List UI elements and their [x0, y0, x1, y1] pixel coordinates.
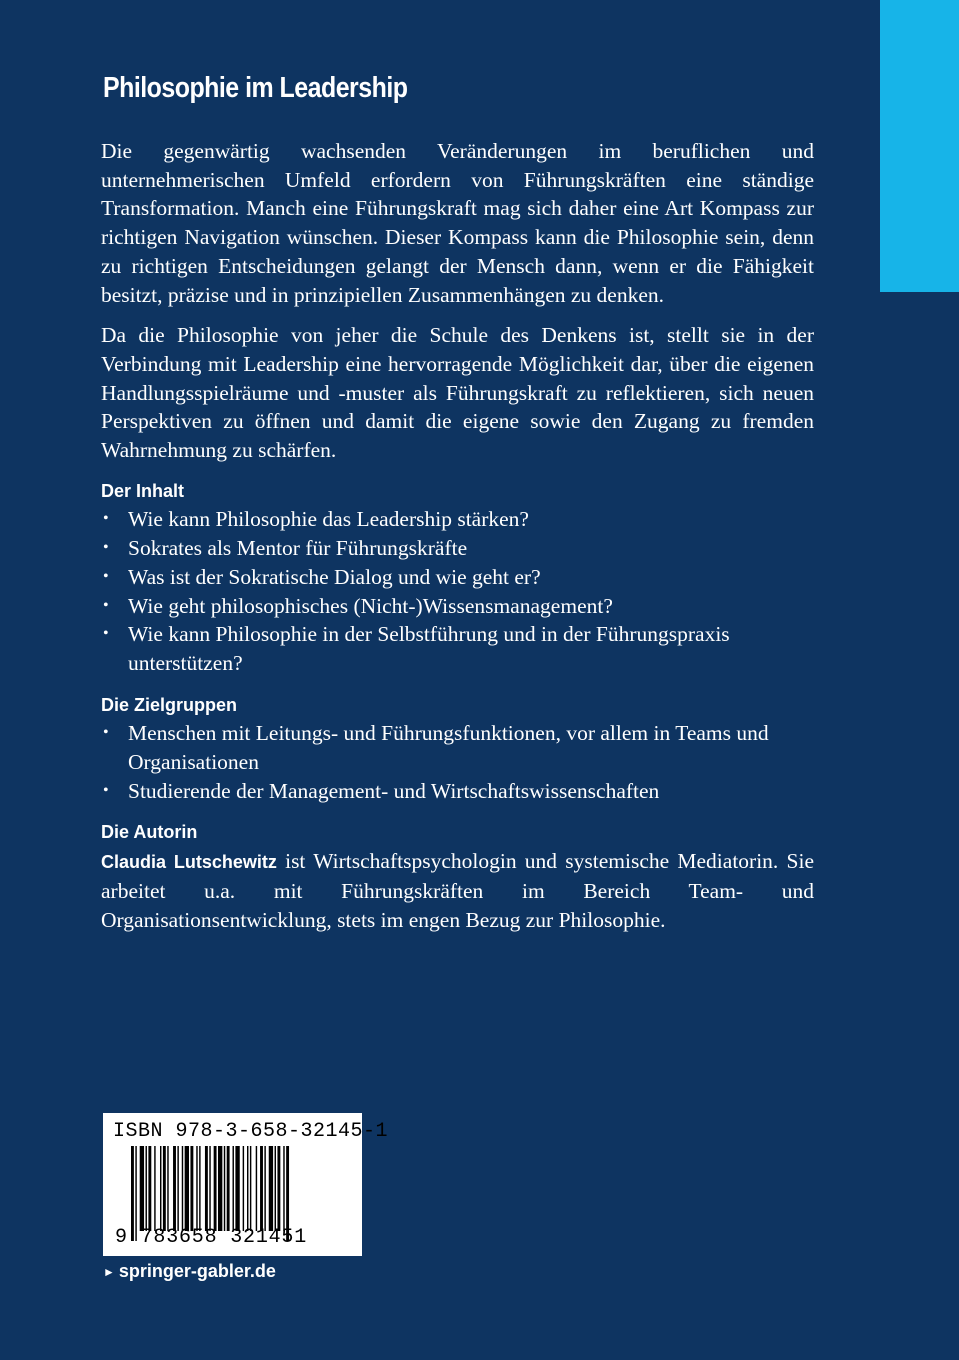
list-item: • Menschen mit Leitungs- und Führungsfunktionen, vor allem in Teams und Organisationen [103, 721, 769, 775]
contents-heading: Der Inhalt [101, 480, 185, 501]
intro-paragraph-2: Da die Philosophie von jeher die Schule des Denkens ist, stellt sie in der Verbindung mit Leadership eine hervorragende Möglichkeit dar, über die eigenen Handlungsspielräume und -muster als Führungskraft zu reflektieren, sich neuen Perspektiven zu öffnen und damit die eigene sowie den Zugang zu fremden Wahrnehmung zu schärfen. [101, 323, 814, 463]
barcode-bar [199, 1146, 200, 1231]
back-cover-content [101, 137, 814, 934]
list-item: • Wie geht philosophisches (Nicht-)Wissensmanagement? [101, 592, 814, 621]
list-item: • Studierende der Management- und Wirtschaftswissenschaften [101, 777, 814, 806]
barcode-bar [283, 1146, 284, 1231]
audience-heading: Die Zielgruppen [101, 694, 238, 715]
barcode-bar [269, 1146, 273, 1231]
barcode-digits: 9 783658 321451 [115, 1226, 308, 1249]
barcode-bar [214, 1146, 217, 1231]
barcode-bar [256, 1146, 257, 1231]
barcode-bar [154, 1146, 155, 1231]
barcode-bar [247, 1146, 248, 1231]
list-item: • Wie kann Philosophie das Leadership stärken? [101, 505, 814, 534]
author-bio-text: ist Wirtschaftspsychologin und systemische Mediatorin. Sie arbeitet u.a. mit Führungskräften im Bereich Team- und Organisationsentwicklung, stets im engen Bezug zur Philosophie. [101, 849, 814, 932]
author-bio [101, 847, 814, 934]
website-link[interactable] [103, 1261, 276, 1282]
arrow-right-icon: ► [103, 1264, 115, 1279]
barcode-bar [182, 1146, 183, 1231]
accent-bar [880, 0, 959, 292]
barcode-box [103, 1113, 389, 1256]
barcode-bar [233, 1146, 234, 1231]
isbn-label: ISBN 978-3-658-32145-1 [113, 1120, 389, 1143]
bullet-icon: • [103, 596, 109, 614]
barcode-bar [177, 1146, 178, 1231]
bullet-icon: • [103, 539, 109, 557]
bullet-icon: • [103, 781, 109, 799]
barcode-bar [260, 1146, 263, 1231]
barcode-bar [173, 1146, 176, 1231]
bullet-icon: • [103, 724, 109, 742]
barcode-bar [243, 1146, 244, 1231]
barcode-bar [277, 1146, 280, 1231]
barcode-bar [146, 1146, 147, 1231]
author-heading: Die Autorin [101, 822, 198, 843]
barcode-bar [167, 1146, 168, 1231]
bullet-icon: • [103, 625, 109, 643]
barcode-bar [264, 1146, 265, 1231]
list-item: • Sokrates als Mentor für Führungskräfte [101, 534, 814, 563]
barcode-bar [140, 1146, 144, 1231]
barcode-bar [148, 1146, 151, 1231]
barcode-bar [185, 1146, 189, 1231]
author-name: Claudia Lutschewitz [101, 852, 277, 873]
bullet-icon: • [103, 510, 109, 528]
audience-list [101, 719, 814, 805]
contents-list [101, 505, 814, 677]
list-item: • Was ist der Sokratische Dialog und wie geht er? [101, 563, 814, 592]
list-item: • Wie kann Philosophie in der Selbstführung und in der Führungspraxis unterstützen? [103, 622, 730, 675]
barcode-bar [190, 1146, 193, 1231]
barcode-bar [163, 1146, 166, 1231]
barcode-bar [275, 1146, 276, 1231]
barcode-bar [196, 1146, 197, 1231]
barcode-bar [224, 1146, 225, 1231]
barcode-bar [235, 1146, 239, 1231]
barcode-bar [227, 1146, 230, 1231]
intro-paragraph-1: Die gegenwärtig wachsenden Veränderungen im beruflichen und unternehmerischen Umfeld erfordern von Führungskräften eine ständige Transformation. Manch eine Führungskraft mag sich daher eine Art Kompass zur richtigen Navigation wünschen. Dieser Kompass kann die Philosophie sein, denn zu richtigen Entscheidungen gelangt der Mensch dann, wenn er die Fähigkeit besitzt, präzise und in prinzipiellen Zusammenhängen zu denken. [101, 139, 814, 307]
bullet-icon: • [103, 567, 109, 585]
barcode-bar [160, 1146, 161, 1231]
book-title: Philosophie im Leadership [103, 72, 408, 104]
barcode-bar [250, 1146, 251, 1231]
website-url: springer-gabler.de [118, 1261, 276, 1281]
barcode-bar [209, 1146, 210, 1231]
barcode-bar [205, 1146, 208, 1231]
barcode-bar [218, 1146, 222, 1231]
